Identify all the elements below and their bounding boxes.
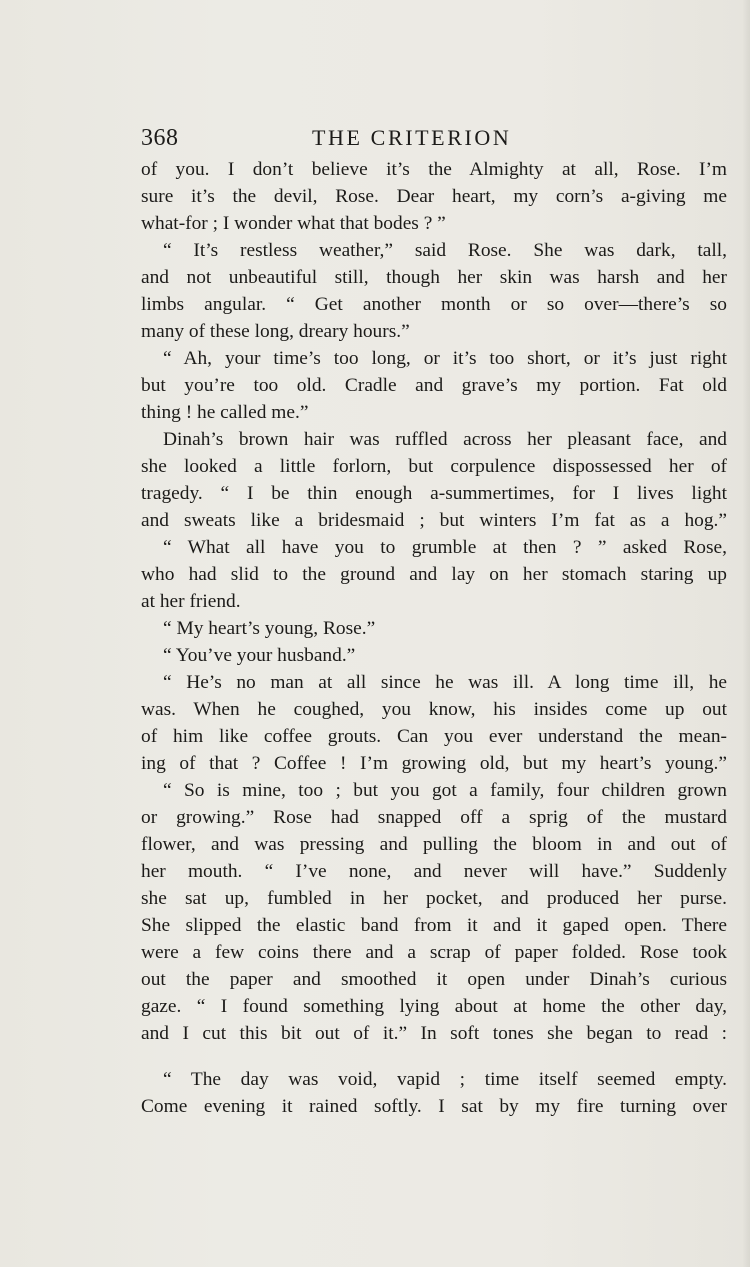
text-line: “ It’s restless weather,” said Rose. She was dark, tall, [163, 240, 727, 261]
text-line: her mouth. “ I’ve none, and never will have.” Suddenly [141, 861, 727, 882]
text-line: “ Ah, your time’s too long, or it’s too short, or it’s just right [163, 348, 727, 369]
page-number: 368 [141, 125, 179, 151]
text-line: ing of that ? Coffee ! I’m growing old, but my heart’s young.” [141, 753, 727, 774]
text-line: and not unbeautiful still, though her skin was harsh and her [141, 267, 727, 288]
body-text [141, 156, 727, 1120]
text-line: and sweats like a bridesmaid ; but winters I’m fat as a hog.” [141, 510, 727, 531]
text-line: out the paper and smoothed it open under Dinah’s curious [141, 969, 727, 990]
text-line: thing ! he called me.” [141, 402, 309, 423]
text-line: of him like coffee grouts. Can you ever understand the mean- [141, 726, 727, 747]
text-line: was. When he coughed, you know, his insides come up out [141, 699, 727, 720]
page-edge-shadow [742, 0, 750, 1267]
page-header [141, 121, 569, 155]
text-line: tragedy. “ I be thin enough a-summertimes, for I lives light [141, 483, 727, 504]
text-line: limbs angular. “ Get another month or so over—there’s so [141, 294, 727, 315]
text-line: “ You’ve your husband.” [163, 645, 356, 666]
text-line: gaze. “ I found something lying about at home the other day, [141, 996, 727, 1017]
text-line: were a few coins there and a scrap of paper folded. Rose took [141, 942, 727, 963]
text-line: Come evening it rained softly. I sat by my fire turning over [141, 1096, 727, 1117]
text-line: “ What all have you to grumble at then ? ” asked Rose, [163, 537, 727, 558]
text-line: “ He’s no man at all since he was ill. A long time ill, he [163, 672, 727, 693]
text-line: “ The day was void, vapid ; time itself seemed empty. [163, 1069, 727, 1090]
text-line: many of these long, dreary hours.” [141, 321, 410, 342]
text-line: she sat up, fumbled in her pocket, and produced her purse. [141, 888, 727, 909]
text-line: what-for ; I wonder what that bodes ? ” [141, 213, 446, 234]
text-line: at her friend. [141, 591, 241, 612]
text-line: Dinah’s brown hair was ruffled across her pleasant face, and [163, 429, 727, 450]
text-line: she looked a little forlorn, but corpulence dispossessed her of [141, 456, 727, 477]
text-line: “ So is mine, too ; but you got a family, four children grown [163, 780, 727, 801]
text-line: or growing.” Rose had snapped off a sprig of the mustard [141, 807, 727, 828]
text-line: She slipped the elastic band from it and it gaped open. There [141, 915, 727, 936]
text-line: but you’re too old. Cradle and grave’s my portion. Fat old [141, 375, 727, 396]
text-line: who had slid to the ground and lay on her stomach staring up [141, 564, 727, 585]
text-line: of you. I don’t believe it’s the Almighty at all, Rose. I’m [141, 159, 727, 180]
running-head: THE CRITERION [312, 125, 512, 150]
text-line: and I cut this bit out of it.” In soft tones she began to read : [141, 1023, 727, 1044]
text-line: flower, and was pressing and pulling the bloom in and out of [141, 834, 727, 855]
text-line: “ My heart’s young, Rose.” [163, 618, 376, 639]
paragraph-gap [141, 1047, 727, 1066]
text-line: sure it’s the devil, Rose. Dear heart, my corn’s a-giving me [141, 186, 727, 207]
